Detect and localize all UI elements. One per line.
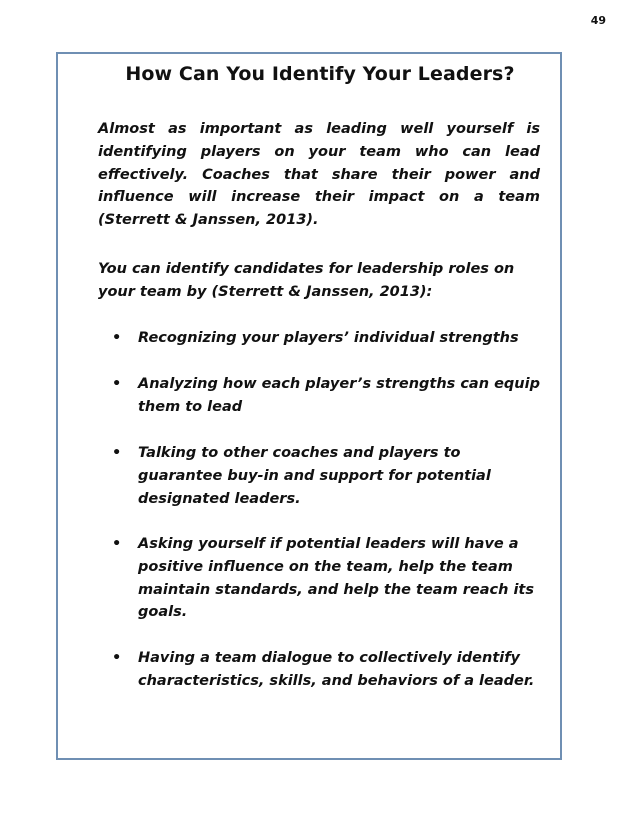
list-item-text: Having a team dialogue to collectively identify characteristics, skills, and behaviors of a leader. <box>138 650 535 689</box>
list-item-text: Asking yourself if potential leaders will have a positive influence on the team, help the team maintain standards, and help the team reach its goals. <box>138 536 534 621</box>
list-item-text: Recognizing your players’ individual strengths <box>138 330 519 346</box>
bullet-marker: • <box>112 445 122 461</box>
bullet-marker: • <box>112 330 122 346</box>
bullet-marker: • <box>112 376 122 392</box>
page-title: How Can You Identify Your Leaders? <box>125 63 515 85</box>
bullet-marker: • <box>112 650 122 666</box>
list-item-text: Analyzing how each player’s strengths can equip them to lead <box>138 376 540 415</box>
lead-in-paragraph: You can identify candidates for leadership roles on your team by (Sterrett & Janssen, 2013): <box>98 261 515 300</box>
page-number: 49 <box>590 14 606 27</box>
list-item-text: Talking to other coaches and players to guarantee buy-in and support for potential designated leaders. <box>138 445 491 507</box>
intro-paragraph: Almost as important as leading well yourself is identifying players on your team who can lead effectively. Coaches that share their power and influence will increase their impact on a team (Sterrett & Janssen, 2013). <box>98 121 540 229</box>
bullet-marker: • <box>112 536 122 552</box>
